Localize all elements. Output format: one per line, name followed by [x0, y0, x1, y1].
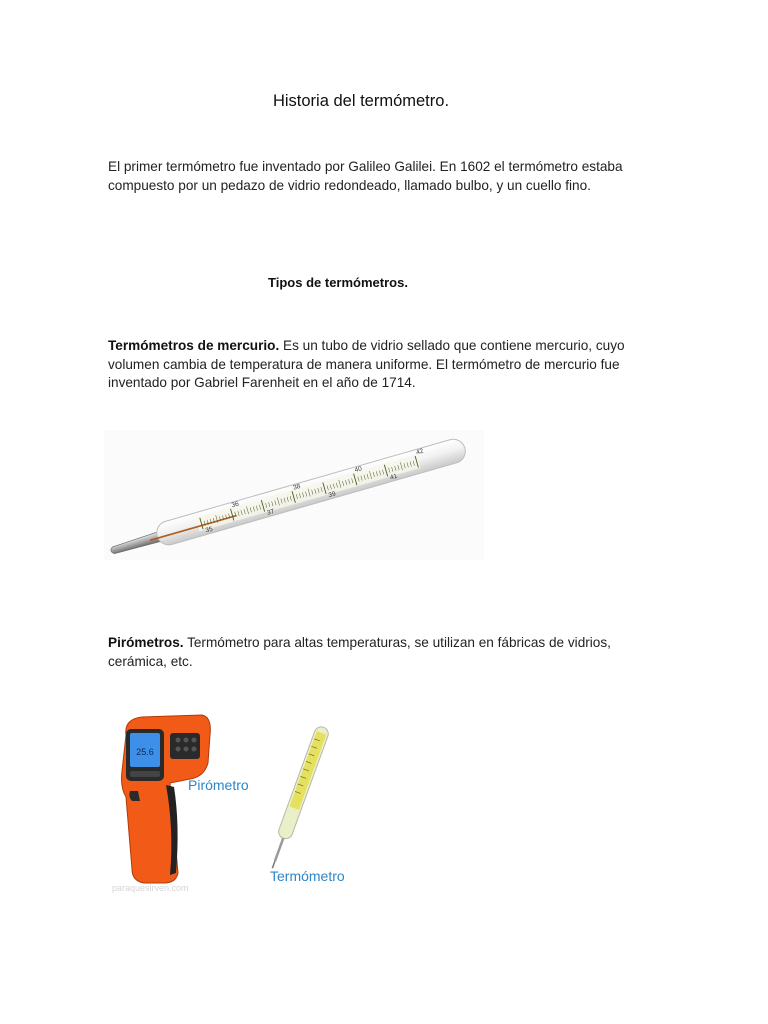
- pyrometer-image: [104, 705, 366, 900]
- pyrometer-label: Pirómetro: [188, 777, 249, 793]
- section-heading: Tipos de termómetros.: [268, 275, 408, 290]
- scale-label: 39: [327, 490, 337, 500]
- document-title: Historia del termómetro.: [272, 92, 450, 110]
- pyrometer-paragraph: [108, 634, 668, 671]
- pyrometer-device-icon: [122, 715, 211, 883]
- scale-label: 36: [230, 500, 240, 510]
- scale-label: 40: [353, 465, 363, 475]
- thermometer-label: Termómetro: [270, 868, 345, 884]
- mercury-thermometer-image: [104, 430, 484, 560]
- mercury-text: Es un tubo de vidrio sellado que contiene mercurio, cuyo volumen cambia de temperatura de manera uniforme. El termómetro de mercurio fue inventado por Gabriel Farenheit en el año de 1714.: [108, 338, 625, 390]
- scale-label: 42: [415, 447, 425, 457]
- pyrometer-screen-reading: 25.6: [136, 747, 154, 757]
- intro-paragraph: El primer termómetro fue inventado por Galileo Galilei. En 1602 el termómetro estaba compuesto por un pedazo de vidrio redondeado, llamado bulbo, y un cuello fino.: [108, 159, 623, 193]
- clinical-thermometer-icon: [266, 725, 330, 871]
- scale-label: 38: [292, 482, 302, 492]
- pyrometer-text: Termómetro para altas temperaturas, se utilizan en fábricas de vidrios, cerámica, etc.: [108, 635, 611, 669]
- mercury-paragraph: [108, 337, 668, 393]
- pyrometer-term: Pirómetros.: [108, 635, 184, 650]
- image-watermark: paraquesirven.com: [112, 883, 189, 893]
- mercury-term: Termómetros de mercurio.: [108, 338, 280, 353]
- scale-label: 35: [204, 525, 214, 535]
- scale-label: 41: [389, 472, 399, 482]
- scale-label: 37: [266, 508, 276, 517]
